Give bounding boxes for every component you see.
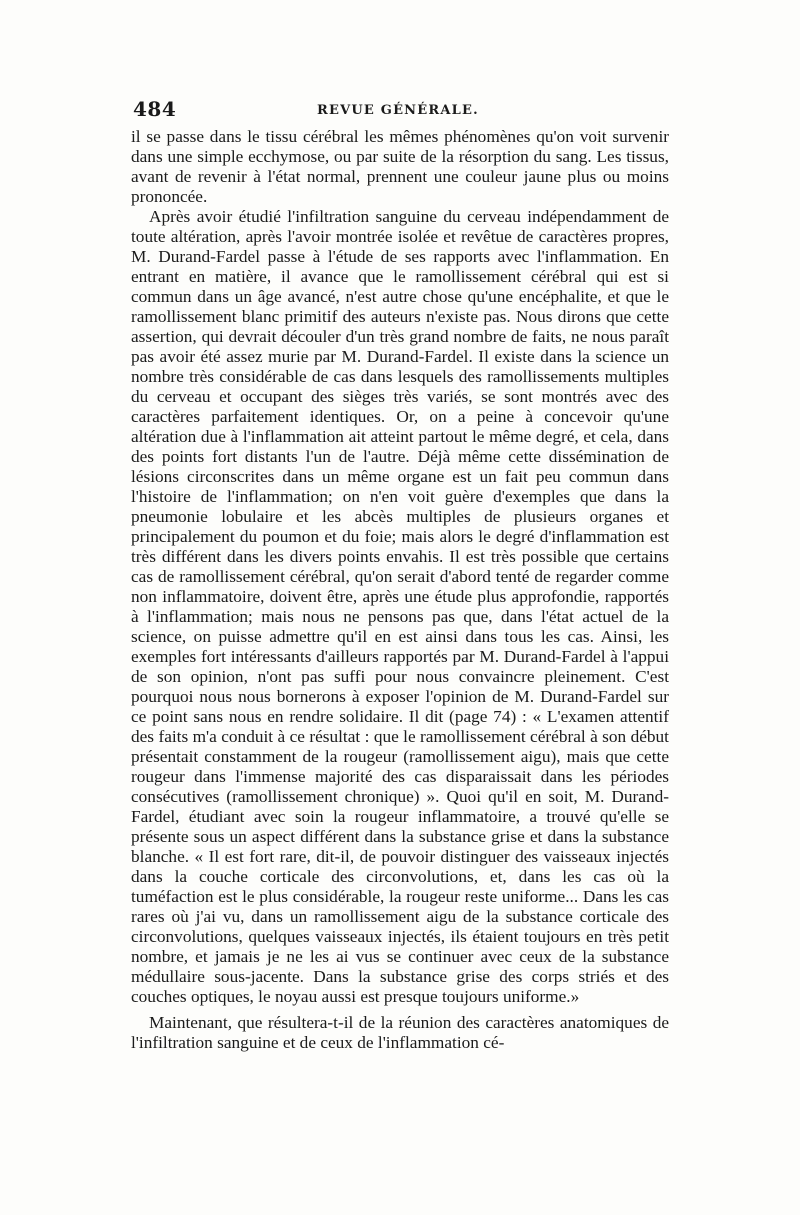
paragraph-durand-fardel: Après avoir étudié l'infiltration sanguine du cerveau indépendamment de toute altération, après l'avoir montrée isolée et revêtue de caractères propres, M. Durand-Fardel passe à l'étude de ses rapports avec l'inflammation. En entrant en matière, il avance que le ramollissement cérébral qui est si commun dans un âge avancé, n'est autre chose qu'une encéphalite, et que le ramollissement blanc primitif des auteurs n'existe pas. Nous dirons que cette assertion, qui devrait découler d'un très grand nombre de faits, ne nous paraît pas avoir été assez murie par M. Durand-Fardel. Il existe dans la science un nombre très considérable de cas dans lesquels des ramollissements multiples du cerveau et occupant des sièges très variés, se sont montrés avec des caractères parfaitement identiques. Or, on a peine à concevoir qu'une altération due à l'inflammation ait atteint partout le même degré, et cela, dans des points fort distants l'un de l'autre. Déjà même cette dissémination de lésions circonscrites dans un même organe est un fait peu commun dans l'histoire de l'inflammation; on n'en voit guère d'exemples que dans la pneumonie lobulaire et les abcès multiples de plusieurs organes et principalement du poumon et du foie; mais alors le degré d'inflammation est très différent dans les divers points envahis. Il est très possible que certains cas de ramollissement cérébral, qu'on serait d'abord tenté de regarder comme non inflammatoire, doivent être, après une étude plus approfondie, rapportés à l'inflammation; mais nous ne pensons pas que, dans l'état actuel de la science, on puisse admettre qu'il en est ainsi dans tous les cas. Ainsi, les exemples fort intéressants d'ailleurs rapportés par M. Durand-Fardel à l'appui de son opinion, n'ont pas suffi pour nous convaincre pleinement. C'est pourquoi nous nous bornerons à exposer l'opinion de M. Durand-Fardel sur ce point sans nous en rendre solidaire. Il dit (page 74) : « L'examen attentif des faits m'a conduit à ce résultat : que le ramollissement cérébral à son début présentait constamment de la rougeur (ramollissement aigu), mais que cette rougeur dans l'immense majorité des cas disparaissait dans les périodes consécutives (ramollissement chronique) ». Quoi qu'il en soit, M. Durand-Fardel, étudiant avec soin la rougeur inflammatoire, a trouvé qu'elle se présente sous un aspect différent dans la substance grise et dans la substance blanche. « Il est fort rare, dit-il, de pouvoir distinguer des vaisseaux injectés dans la couche corticale des circonvolutions, et, dans les cas où la tuméfaction est le plus considérable, la rougeur reste uniforme... Dans les cas rares où j'ai vu, dans un ramollissement aigu de la substance corticale des circonvolutions, quelques vaisseaux injectés, ils étaient toujours en très petit nombre, et jamais je ne les ai vus se continuer avec ceux de la substance médullaire sous-jacente. Dans la substance grise des corps striés et des couches optiques, le noyau aussi est presque toujours uniforme.» xyxy=(131,207,669,1006)
page-header xyxy=(133,97,668,123)
page-number: 484 xyxy=(133,97,177,121)
running-head: REVUE GÉNÉRALE. xyxy=(317,103,479,118)
body-text xyxy=(131,127,669,1053)
paragraph-maintenant: Maintenant, que résultera-t-il de la réunion des caractères anatomiques de l'infiltration sanguine et de ceux de l'inflammation cé- xyxy=(131,1013,669,1052)
paragraph-continuation: il se passe dans le tissu cérébral les mêmes phénomènes qu'on voit survenir dans une simple ecchymose, ou par suite de la résorption du sang. Les tissus, avant de revenir à l'état normal, prennent une couleur jaune plus ou moins prononcée. xyxy=(131,127,669,206)
